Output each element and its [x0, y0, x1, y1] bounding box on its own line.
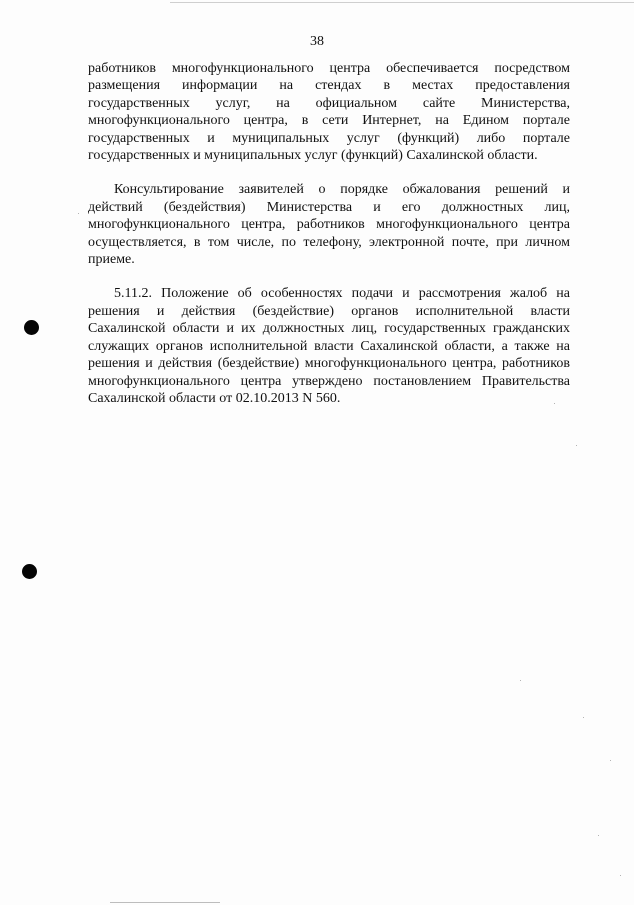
text-line: служащих органов исполнительной власти Сахалинской области, а также на: [88, 338, 570, 354]
scan-top-edge: [170, 2, 634, 3]
paragraph-2: [88, 181, 570, 268]
punch-hole-upper: [24, 320, 39, 335]
scan-speck: [620, 875, 621, 876]
text-line: решения и действия (бездействие) органов исполнительной власти: [88, 303, 570, 319]
text-line: приеме.: [88, 252, 135, 268]
scan-speck: [520, 680, 521, 681]
text-line: многофункционального центра, работников многофункционального центра: [88, 217, 570, 233]
scan-speck: [576, 445, 577, 446]
punch-hole-lower: [22, 564, 37, 579]
text-line: Сахалинской области и их должностных лиц, государственных гражданских: [88, 321, 570, 337]
text-line: Сахалинской области от 02.10.2013 N 560.: [88, 390, 341, 406]
scan-speck: [610, 760, 611, 761]
text-line: решения и действия (бездействие) многофункционального центра, работников: [88, 356, 570, 372]
text-line: осуществляется, в том числе, по телефону, электронной почте, при личном: [88, 234, 570, 250]
text-line: действий (бездействия) Министерства и его должностных лиц,: [88, 199, 570, 215]
scan-speck: [78, 213, 79, 214]
text-line: 5.11.2. Положение об особенностях подачи и рассмотрения жалоб на: [114, 286, 570, 302]
document-body: [88, 60, 570, 424]
text-line: работников многофункционального центра обеспечивается посредством: [88, 61, 570, 76]
page-number: 38: [310, 34, 324, 49]
scan-bottom-edge: [110, 902, 220, 903]
paragraph-3: [88, 285, 570, 407]
text-line: государственных и муниципальных услуг (функций) Сахалинской области.: [88, 148, 538, 164]
text-line: государственных услуг, на официальном сайте Министерства,: [88, 95, 570, 111]
paragraph-1: [88, 60, 570, 164]
text-line: размещения информации на стендах в местах предоставления: [88, 78, 570, 94]
scan-speck: [598, 835, 599, 836]
text-line: Консультирование заявителей о порядке обжалования решений и: [114, 182, 570, 198]
text-line: многофункционального центра, в сети Интернет, на Едином портале: [88, 113, 570, 129]
text-line: государственных и муниципальных услуг (функций) либо портале: [88, 130, 570, 146]
text-line: многофункционального центра утверждено постановлением Правительства: [88, 373, 570, 389]
scan-speck: [583, 717, 584, 718]
